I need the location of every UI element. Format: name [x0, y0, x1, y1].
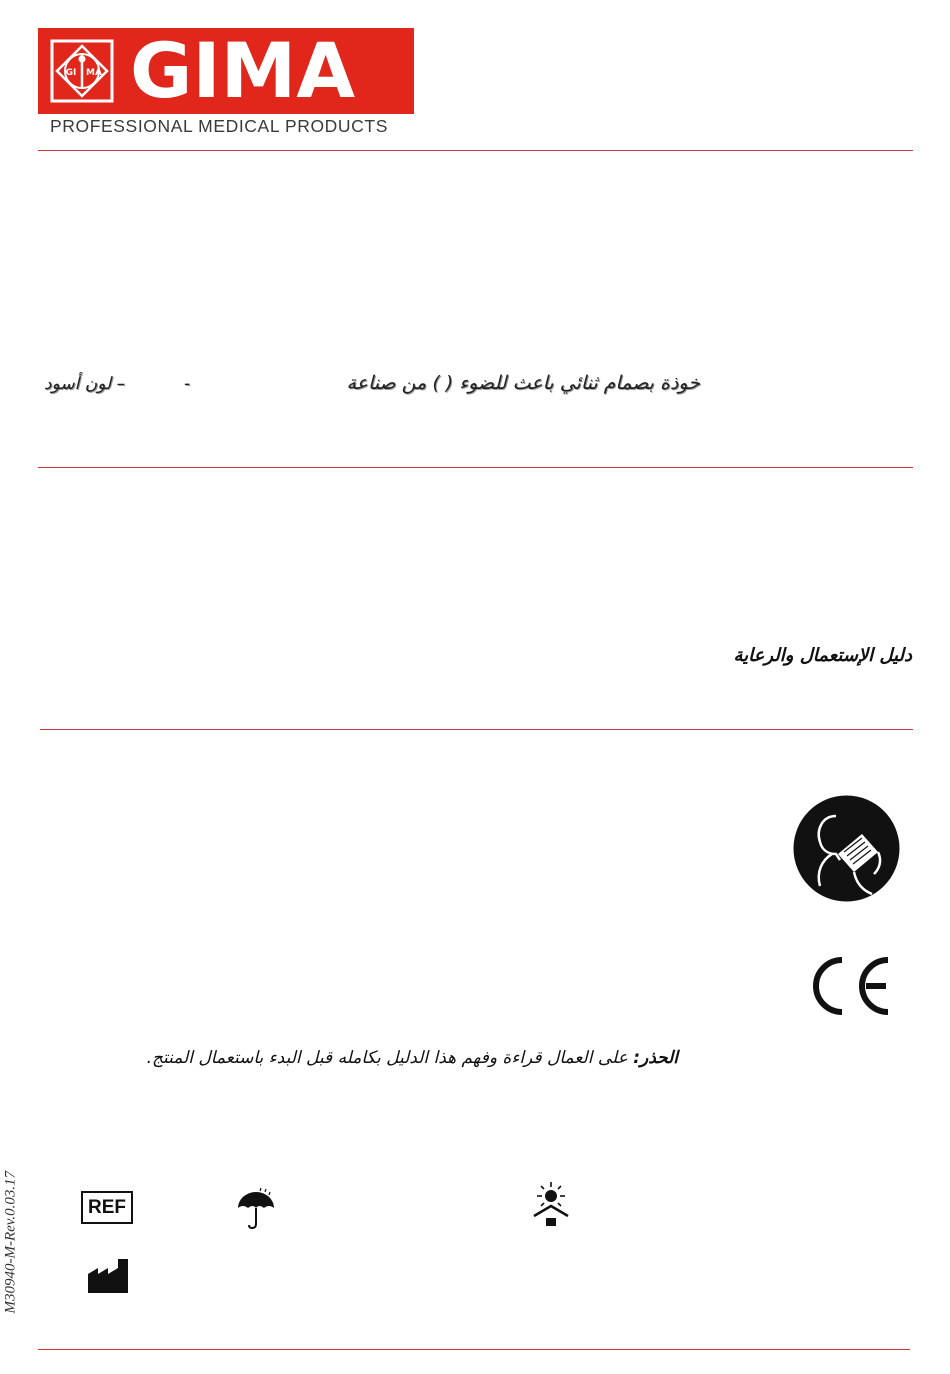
caution-text — [147, 1048, 678, 1068]
manual-subtitle: دليل الإستعمال والرعاية — [733, 645, 912, 666]
ref-symbol: REF — [81, 1191, 133, 1224]
emblem-text-right: MA — [86, 68, 102, 78]
emblem-text-left: GI — [65, 68, 77, 78]
product-title-color: – لون أسود — [44, 374, 126, 394]
divider-top — [38, 150, 913, 151]
document-id: M30940-M-Rev.0.03.17 — [2, 1170, 19, 1314]
factory-icon — [87, 1258, 129, 1294]
umbrella-icon — [235, 1186, 277, 1230]
brand-wordmark: GIMA — [130, 26, 356, 115]
product-title: خوذة بصمام ثنائي باعث للضوء ( ) من صناعة — [346, 372, 700, 394]
ce-mark-icon — [806, 955, 894, 1017]
brand-logo — [38, 28, 414, 114]
gima-emblem-icon — [50, 39, 114, 103]
divider-2 — [38, 467, 913, 468]
divider-3 — [40, 729, 913, 730]
caution-body: على العمال قراءة وفهم هذا الدليل بكامله قبل البدء باستعمال المنتج. — [146, 1048, 628, 1068]
brand-tagline: PROFESSIONAL MEDICAL PRODUCTS — [50, 116, 388, 136]
product-title-dash: - — [184, 374, 191, 394]
read-manual-icon — [792, 794, 901, 903]
caution-label: الحذر: — [633, 1048, 678, 1068]
divider-bottom — [38, 1349, 910, 1350]
sunlight-icon — [526, 1180, 576, 1230]
